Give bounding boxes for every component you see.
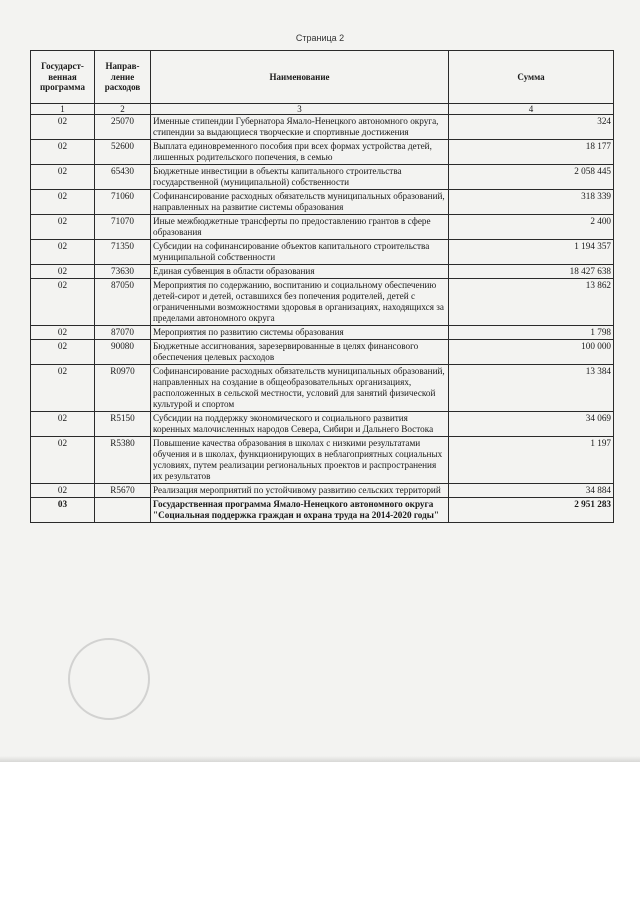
cell-sum: 18 177 <box>449 140 614 165</box>
cell-name: Мероприятия по развитию системы образования <box>151 326 449 340</box>
column-number: 3 <box>151 104 449 115</box>
cell-name: Субсидии на поддержку экономического и социального развития коренных малочисленных народов Севера, Сибири и Дальнего Востока <box>151 412 449 437</box>
cell-sum: 2 951 283 <box>449 498 614 523</box>
cell-direction: 71350 <box>95 240 151 265</box>
table-row <box>31 265 614 279</box>
cell-name: Софинансирование расходных обязательств муниципальных образований, направленных на создание в общеобразовательных организациях, расположенных в сельской местности, условий для занятий физической культурой и спортом <box>151 365 449 412</box>
cell-sum: 2 058 445 <box>449 165 614 190</box>
cell-program: 02 <box>31 240 95 265</box>
cell-program: 02 <box>31 140 95 165</box>
cell-program: 02 <box>31 215 95 240</box>
cell-sum: 324 <box>449 115 614 140</box>
cell-program: 03 <box>31 498 95 523</box>
cell-program: 02 <box>31 165 95 190</box>
cell-program: 02 <box>31 115 95 140</box>
cell-sum: 2 400 <box>449 215 614 240</box>
table-row <box>31 115 614 140</box>
cell-direction: 73630 <box>95 265 151 279</box>
table-body <box>31 115 614 523</box>
cell-name: Бюджетные инвестиции в объекты капитального строительства государственной (муниципальной) собственности <box>151 165 449 190</box>
cell-direction: R5380 <box>95 437 151 484</box>
table-row <box>31 340 614 365</box>
header-name: Наименование <box>151 51 449 104</box>
page-number-label: Страница 2 <box>295 33 345 43</box>
table-row <box>31 215 614 240</box>
column-number: 2 <box>95 104 151 115</box>
header-sum: Сумма <box>449 51 614 104</box>
cell-direction: 71060 <box>95 190 151 215</box>
cell-program: 02 <box>31 265 95 279</box>
cell-direction: 25070 <box>95 115 151 140</box>
cell-direction: 87070 <box>95 326 151 340</box>
table-row <box>31 412 614 437</box>
table-row <box>31 279 614 326</box>
cell-name: Реализация мероприятий по устойчивому развитию сельских территорий <box>151 484 449 498</box>
cell-program: 02 <box>31 365 95 412</box>
cell-program: 02 <box>31 437 95 484</box>
cell-sum: 34 884 <box>449 484 614 498</box>
cell-sum: 1 798 <box>449 326 614 340</box>
cell-name: Мероприятия по содержанию, воспитанию и социальному обеспечению детей-сирот и детей, оставшихся без попечения родителей, детей с ограниченными возможностями здоровья в организациях, находящихся за пределами автономного округа <box>151 279 449 326</box>
table-row <box>31 190 614 215</box>
table-header-row <box>31 51 614 104</box>
cell-direction: 52600 <box>95 140 151 165</box>
cell-program: 02 <box>31 279 95 326</box>
cell-sum: 100 000 <box>449 340 614 365</box>
cell-name: Бюджетные ассигнования, зарезервированные в целях финансового обеспечения целевых расходов <box>151 340 449 365</box>
cell-sum: 13 862 <box>449 279 614 326</box>
cell-sum: 13 384 <box>449 365 614 412</box>
column-number: 1 <box>31 104 95 115</box>
cell-program: 02 <box>31 326 95 340</box>
cell-direction: 87050 <box>95 279 151 326</box>
table-row <box>31 326 614 340</box>
column-number: 4 <box>449 104 614 115</box>
cell-direction: 90080 <box>95 340 151 365</box>
budget-table <box>30 50 614 523</box>
table-row <box>31 240 614 265</box>
cell-direction: 65430 <box>95 165 151 190</box>
header-program: Государст-венная программа <box>31 51 95 104</box>
table-row <box>31 437 614 484</box>
cell-sum: 34 069 <box>449 412 614 437</box>
cell-name: Иные межбюджетные трансферты по предоставлению грантов в сфере образования <box>151 215 449 240</box>
cell-name: Выплата единовременного пособия при всех формах устройства детей, лишенных родительского попечения, в семью <box>151 140 449 165</box>
cell-program: 02 <box>31 190 95 215</box>
cell-name: Субсидии на софинансирование объектов капитального строительства муниципальной собственности <box>151 240 449 265</box>
cell-sum: 1 194 357 <box>449 240 614 265</box>
cell-name: Именные стипендии Губернатора Ямало-Ненецкого автономного округа, стипендии за выдающиеся творческие и спортивные достижения <box>151 115 449 140</box>
cell-direction: 71070 <box>95 215 151 240</box>
cell-sum: 1 197 <box>449 437 614 484</box>
cell-sum: 18 427 638 <box>449 265 614 279</box>
table-row <box>31 165 614 190</box>
column-number-row <box>31 104 614 115</box>
cell-name: Государственная программа Ямало-Ненецкого автономного округа "Социальная поддержка граждан и охрана труда на 2014-2020 годы" <box>151 498 449 523</box>
cell-name: Повышение качества образования в школах с низкими результатами обучения и в школах, функционирующих в неблагоприятных социальных условиях, путем реализации региональных проектов и распространения их результатов <box>151 437 449 484</box>
cell-direction: R0970 <box>95 365 151 412</box>
header-direction: Направ-ление расходов <box>95 51 151 104</box>
table-row <box>31 140 614 165</box>
table-row <box>31 484 614 498</box>
cell-program: 02 <box>31 412 95 437</box>
cell-direction: R5670 <box>95 484 151 498</box>
cell-program: 02 <box>31 340 95 365</box>
cell-direction: R5150 <box>95 412 151 437</box>
cell-program: 02 <box>31 484 95 498</box>
cell-sum: 318 339 <box>449 190 614 215</box>
table-row <box>31 498 614 523</box>
table-row <box>31 365 614 412</box>
faded-stamp-seal <box>68 638 150 720</box>
cell-direction <box>95 498 151 523</box>
cell-name: Софинансирование расходных обязательств муниципальных образований, направленных на развитие системы образования <box>151 190 449 215</box>
cell-name: Единая субвенция в области образования <box>151 265 449 279</box>
